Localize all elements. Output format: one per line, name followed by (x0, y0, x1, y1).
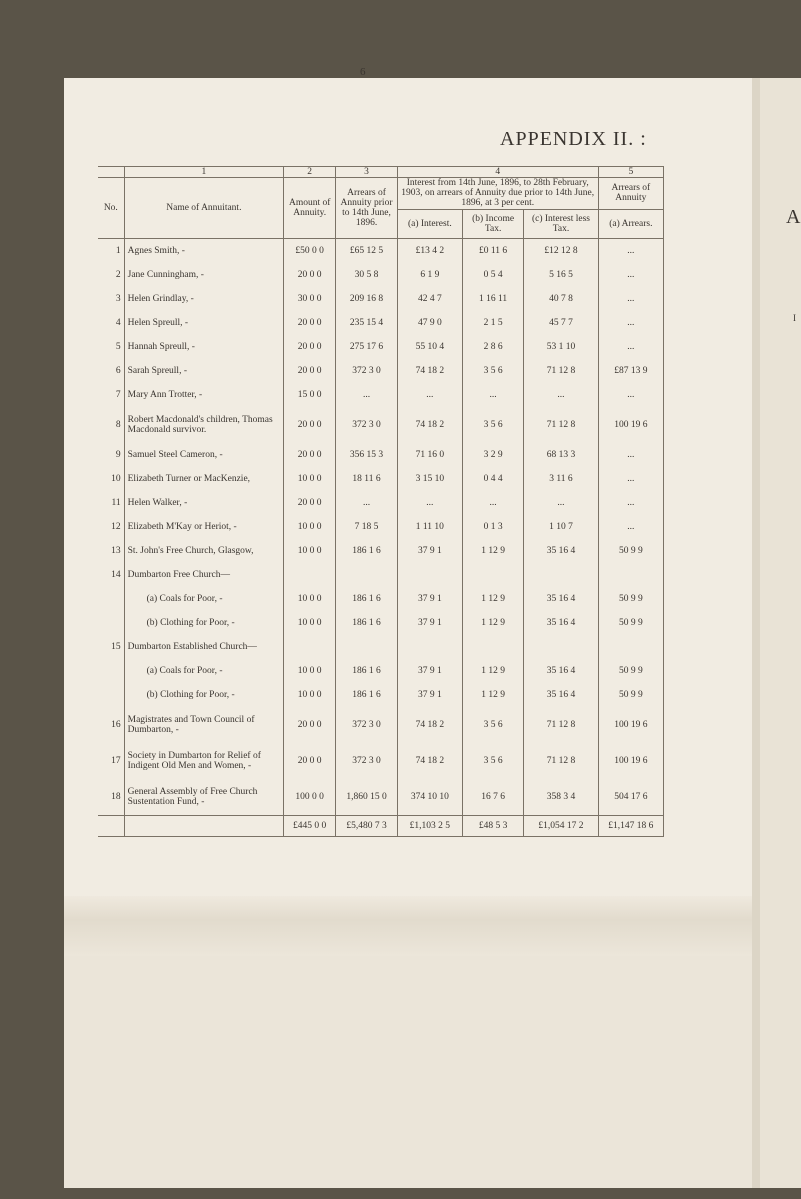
annuity-amount-cell (284, 563, 336, 587)
subheader-arrears: (a) Arrears. (598, 209, 663, 238)
interest-cell: 374 10 10 (397, 779, 462, 816)
annuitant-name-cell: Helen Spreull, - (124, 311, 283, 335)
annuitant-name-cell: (a) Coals for Poor, - (124, 659, 283, 683)
interest-cell: 37 9 1 (397, 587, 462, 611)
interest-less-tax-cell (524, 563, 598, 587)
interest-cell: £13 4 2 (397, 239, 462, 264)
annuitant-name-cell: (b) Clothing for Poor, - (124, 683, 283, 707)
arrears-prior-cell: 372 3 0 (336, 359, 397, 383)
arrears-prior-cell: 235 15 4 (336, 311, 397, 335)
arrears-cell (598, 563, 663, 587)
total-arrears-5: £1,147 18 6 (598, 816, 663, 837)
total-income-tax: £48 5 3 (462, 816, 523, 837)
interest-less-tax-cell: ... (524, 491, 598, 515)
next-page-edge-letter: A (786, 206, 801, 228)
annuity-amount-cell: £50 0 0 (284, 239, 336, 264)
total-interest-less-tax: £1,054 17 2 (524, 816, 598, 837)
arrears-cell: ... (598, 515, 663, 539)
annuitant-name-cell: General Assembly of Free Church Sustentation Fund, - (124, 779, 283, 816)
row-number-cell: 18 (111, 792, 121, 802)
arrears-cell (598, 635, 663, 659)
table-row (98, 407, 664, 443)
totals-blank-no (98, 816, 124, 837)
annuitant-name-cell: Agnes Smith, - (124, 239, 283, 264)
table-row (98, 467, 664, 491)
interest-less-tax-cell: ... (524, 383, 598, 407)
col-num-1: 1 (124, 167, 283, 178)
interest-cell: 74 18 2 (397, 743, 462, 779)
column-number-row (98, 167, 664, 178)
row-number-cell: 8 (115, 420, 121, 430)
interest-cell: 42 4 7 (397, 287, 462, 311)
interest-less-tax-cell: 35 16 4 (524, 611, 598, 635)
arrears-cell: ... (598, 287, 663, 311)
table-row (98, 263, 664, 287)
annuitant-name-cell: Samuel Steel Cameron, - (124, 443, 283, 467)
interest-cell: 6 1 9 (397, 263, 462, 287)
row-number-cell: 7 (115, 390, 121, 400)
col-num-4: 4 (397, 167, 598, 178)
arrears-cell: ... (598, 491, 663, 515)
income-tax-cell: 3 5 6 (462, 407, 523, 443)
interest-less-tax-cell: 40 7 8 (524, 287, 598, 311)
annuity-amount-cell (284, 635, 336, 659)
page-number: 6 (360, 66, 366, 78)
interest-less-tax-cell (524, 635, 598, 659)
interest-cell: 37 9 1 (397, 539, 462, 563)
annuitant-name-cell: Mary Ann Trotter, - (124, 383, 283, 407)
row-number-cell (98, 611, 124, 635)
interest-cell: 37 9 1 (397, 659, 462, 683)
arrears-prior-cell: ... (336, 383, 397, 407)
header-interest-group: Interest from 14th June, 1896, to 28th February, 1903, on arrears of Annuity due prior to 14th June, 1896, at 3 per cent. (397, 178, 598, 210)
arrears-cell: 50 9 9 (598, 659, 663, 683)
income-tax-cell: 0 5 4 (462, 263, 523, 287)
annuity-amount-cell: 10 0 0 (284, 467, 336, 491)
row-number-cell: 11 (111, 498, 121, 508)
interest-cell: 71 16 0 (397, 443, 462, 467)
total-arrears: £5,480 7 3 (336, 816, 397, 837)
income-tax-cell: 0 4 4 (462, 467, 523, 491)
table-row (98, 311, 664, 335)
row-number-cell: 3 (115, 294, 121, 304)
table-row (98, 659, 664, 683)
table-row (98, 239, 664, 264)
lower-page-area (64, 956, 801, 1188)
arrears-cell: 50 9 9 (598, 587, 663, 611)
arrears-prior-cell: 275 17 6 (336, 335, 397, 359)
table-row (98, 779, 664, 816)
interest-cell: 1 11 10 (397, 515, 462, 539)
arrears-cell: ... (598, 443, 663, 467)
arrears-prior-cell: 1,860 15 0 (336, 779, 397, 816)
arrears-prior-cell: £65 12 5 (336, 239, 397, 264)
income-tax-cell (462, 635, 523, 659)
annuity-amount-cell: 10 0 0 (284, 587, 336, 611)
header-arrears-group: Arrears of Annuity (598, 178, 663, 210)
table-row (98, 287, 664, 311)
table-body (98, 239, 664, 816)
arrears-prior-cell: ... (336, 491, 397, 515)
col-num-3: 3 (336, 167, 397, 178)
table-row (98, 707, 664, 743)
income-tax-cell: 1 12 9 (462, 539, 523, 563)
row-number-cell: 15 (111, 642, 121, 652)
next-page-edge-mark: I (793, 313, 796, 323)
income-tax-cell: 1 12 9 (462, 659, 523, 683)
annuity-amount-cell: 20 0 0 (284, 443, 336, 467)
totals-blank-name (124, 816, 283, 837)
income-tax-cell: ... (462, 491, 523, 515)
arrears-cell: ... (598, 335, 663, 359)
arrears-prior-cell: 186 1 6 (336, 611, 397, 635)
arrears-cell: ... (598, 383, 663, 407)
annuitant-name-cell: Helen Grindlay, - (124, 287, 283, 311)
interest-cell: 37 9 1 (397, 683, 462, 707)
annuity-amount-cell: 20 0 0 (284, 311, 336, 335)
header-amount: Amount of Annuity. (284, 178, 336, 239)
next-page-edge (760, 78, 801, 1188)
arrears-cell: ... (598, 263, 663, 287)
table-row (98, 635, 664, 659)
page-fold (64, 896, 801, 956)
row-number-cell: 17 (111, 756, 121, 766)
arrears-prior-cell (336, 563, 397, 587)
income-tax-cell: 1 12 9 (462, 683, 523, 707)
interest-cell: 3 15 10 (397, 467, 462, 491)
arrears-prior-cell: 186 1 6 (336, 659, 397, 683)
annuity-amount-cell: 10 0 0 (284, 659, 336, 683)
arrears-cell: 100 19 6 (598, 707, 663, 743)
arrears-prior-cell: 372 3 0 (336, 707, 397, 743)
income-tax-cell: 2 8 6 (462, 335, 523, 359)
table-row (98, 359, 664, 383)
arrears-cell: 50 9 9 (598, 539, 663, 563)
interest-cell: 74 18 2 (397, 359, 462, 383)
annuitant-name-cell: Dumbarton Free Church— (124, 563, 283, 587)
table-row (98, 563, 664, 587)
annuity-amount-cell: 10 0 0 (284, 515, 336, 539)
annuity-amount-cell: 20 0 0 (284, 407, 336, 443)
interest-cell (397, 563, 462, 587)
table-row (98, 683, 664, 707)
arrears-cell: 50 9 9 (598, 611, 663, 635)
row-number-cell (98, 659, 124, 683)
interest-less-tax-cell: 53 1 10 (524, 335, 598, 359)
annuitant-name-cell: Robert Macdonald's children, Thomas Macdonald survivor. (124, 407, 283, 443)
row-number-cell: 6 (115, 366, 121, 376)
income-tax-cell: 1 16 11 (462, 287, 523, 311)
subheader-interest: (a) Interest. (397, 209, 462, 238)
row-number-cell: 9 (115, 450, 121, 460)
income-tax-cell: £0 11 6 (462, 239, 523, 264)
arrears-cell: £87 13 9 (598, 359, 663, 383)
annuity-amount-cell: 20 0 0 (284, 359, 336, 383)
interest-less-tax-cell: 35 16 4 (524, 683, 598, 707)
row-number-cell (98, 587, 124, 611)
annuity-amount-cell: 30 0 0 (284, 287, 336, 311)
interest-cell: 37 9 1 (397, 611, 462, 635)
interest-less-tax-cell: 71 12 8 (524, 707, 598, 743)
annuitant-name-cell: Elizabeth M'Kay or Heriot, - (124, 515, 283, 539)
interest-less-tax-cell: 358 3 4 (524, 779, 598, 816)
col-num-5: 5 (598, 167, 663, 178)
annuitant-name-cell: Helen Walker, - (124, 491, 283, 515)
col-num-2: 2 (284, 167, 336, 178)
arrears-cell: ... (598, 311, 663, 335)
interest-cell: 74 18 2 (397, 407, 462, 443)
arrears-cell: ... (598, 239, 663, 264)
arrears-prior-cell: 209 16 8 (336, 287, 397, 311)
interest-cell: ... (397, 383, 462, 407)
totals-row (98, 816, 664, 837)
subheader-interest-less-tax: (c) Interest less Tax. (524, 209, 598, 238)
income-tax-cell: 16 7 6 (462, 779, 523, 816)
interest-cell (397, 635, 462, 659)
annuitant-name-cell: (b) Clothing for Poor, - (124, 611, 283, 635)
income-tax-cell: 0 1 3 (462, 515, 523, 539)
row-number-cell (98, 683, 124, 707)
next-page-edge-shadow (752, 78, 760, 1188)
row-number-cell: 5 (115, 342, 121, 352)
annuitant-name-cell: Elizabeth Turner or MacKenzie, (124, 467, 283, 491)
annuity-amount-cell: 20 0 0 (284, 491, 336, 515)
annuitant-name-cell: St. John's Free Church, Glasgow, (124, 539, 283, 563)
annuity-amount-cell: 10 0 0 (284, 611, 336, 635)
table-row (98, 443, 664, 467)
interest-less-tax-cell: 5 16 5 (524, 263, 598, 287)
header-no: No. (98, 178, 124, 239)
income-tax-cell: ... (462, 383, 523, 407)
row-number-cell: 16 (111, 720, 121, 730)
header-arrears: Arrears of Annuity prior to 14th June, 1896. (336, 178, 397, 239)
annuitant-name-cell: (a) Coals for Poor, - (124, 587, 283, 611)
arrears-prior-cell (336, 635, 397, 659)
interest-less-tax-cell: 35 16 4 (524, 659, 598, 683)
header-row (98, 178, 664, 210)
interest-less-tax-cell: 68 13 3 (524, 443, 598, 467)
row-number-cell: 14 (111, 570, 121, 580)
annuity-amount-cell: 20 0 0 (284, 707, 336, 743)
table-row (98, 383, 664, 407)
table-row (98, 335, 664, 359)
income-tax-cell: 3 5 6 (462, 707, 523, 743)
interest-cell: 74 18 2 (397, 707, 462, 743)
arrears-cell: 100 19 6 (598, 407, 663, 443)
table-row (98, 611, 664, 635)
table-row (98, 743, 664, 779)
arrears-prior-cell: 372 3 0 (336, 407, 397, 443)
interest-less-tax-cell: 35 16 4 (524, 587, 598, 611)
arrears-cell: 100 19 6 (598, 743, 663, 779)
arrears-prior-cell: 7 18 5 (336, 515, 397, 539)
annuitant-name-cell: Magistrates and Town Council of Dumbarton, - (124, 707, 283, 743)
income-tax-cell: 3 5 6 (462, 743, 523, 779)
annuity-amount-cell: 10 0 0 (284, 539, 336, 563)
row-number-cell: 4 (115, 318, 121, 328)
interest-less-tax-cell: 71 12 8 (524, 359, 598, 383)
total-amount: £445 0 0 (284, 816, 336, 837)
arrears-cell: ... (598, 467, 663, 491)
arrears-prior-cell: 30 5 8 (336, 263, 397, 287)
annuity-amount-cell: 10 0 0 (284, 683, 336, 707)
annuity-amount-cell: 20 0 0 (284, 335, 336, 359)
subheader-income-tax: (b) Income Tax. (462, 209, 523, 238)
income-tax-cell: 2 1 5 (462, 311, 523, 335)
arrears-prior-cell: 18 11 6 (336, 467, 397, 491)
annuity-amount-cell: 20 0 0 (284, 743, 336, 779)
annuitant-name-cell: Sarah Spreull, - (124, 359, 283, 383)
table-row (98, 587, 664, 611)
arrears-cell: 50 9 9 (598, 683, 663, 707)
annuitant-name-cell: Hannah Spreull, - (124, 335, 283, 359)
interest-less-tax-cell: £12 12 8 (524, 239, 598, 264)
total-interest: £1,103 2 5 (397, 816, 462, 837)
annuity-amount-cell: 15 0 0 (284, 383, 336, 407)
row-number-cell: 12 (111, 522, 121, 532)
header-name: Name of Annuitant. (124, 178, 283, 239)
income-tax-cell: 3 2 9 (462, 443, 523, 467)
interest-less-tax-cell: 71 12 8 (524, 407, 598, 443)
interest-cell: 47 9 0 (397, 311, 462, 335)
interest-cell: ... (397, 491, 462, 515)
annuity-table (98, 166, 664, 837)
arrears-cell: 504 17 6 (598, 779, 663, 816)
row-number-cell: 2 (115, 270, 121, 280)
interest-less-tax-cell: 71 12 8 (524, 743, 598, 779)
arrears-prior-cell: 372 3 0 (336, 743, 397, 779)
interest-less-tax-cell: 1 10 7 (524, 515, 598, 539)
arrears-prior-cell: 186 1 6 (336, 683, 397, 707)
table-row (98, 539, 664, 563)
appendix-title: APPENDIX II. : (500, 128, 647, 150)
income-tax-cell: 1 12 9 (462, 587, 523, 611)
income-tax-cell: 3 5 6 (462, 359, 523, 383)
arrears-prior-cell: 186 1 6 (336, 587, 397, 611)
annuitant-name-cell: Dumbarton Established Church— (124, 635, 283, 659)
annuitant-name-cell: Jane Cunningham, - (124, 263, 283, 287)
arrears-prior-cell: 186 1 6 (336, 539, 397, 563)
income-tax-cell (462, 563, 523, 587)
annuity-amount-cell: 100 0 0 (284, 779, 336, 816)
row-number-cell: 1 (115, 246, 121, 256)
interest-less-tax-cell: 35 16 4 (524, 539, 598, 563)
row-number-cell: 13 (111, 546, 121, 556)
interest-less-tax-cell: 45 7 7 (524, 311, 598, 335)
annuitant-name-cell: Society in Dumbarton for Relief of Indigent Old Men and Women, - (124, 743, 283, 779)
arrears-prior-cell: 356 15 3 (336, 443, 397, 467)
table-row (98, 491, 664, 515)
table-row (98, 515, 664, 539)
interest-less-tax-cell: 3 11 6 (524, 467, 598, 491)
income-tax-cell: 1 12 9 (462, 611, 523, 635)
col-num-blank (98, 167, 124, 178)
annuity-amount-cell: 20 0 0 (284, 263, 336, 287)
row-number-cell: 10 (111, 474, 121, 484)
interest-cell: 55 10 4 (397, 335, 462, 359)
